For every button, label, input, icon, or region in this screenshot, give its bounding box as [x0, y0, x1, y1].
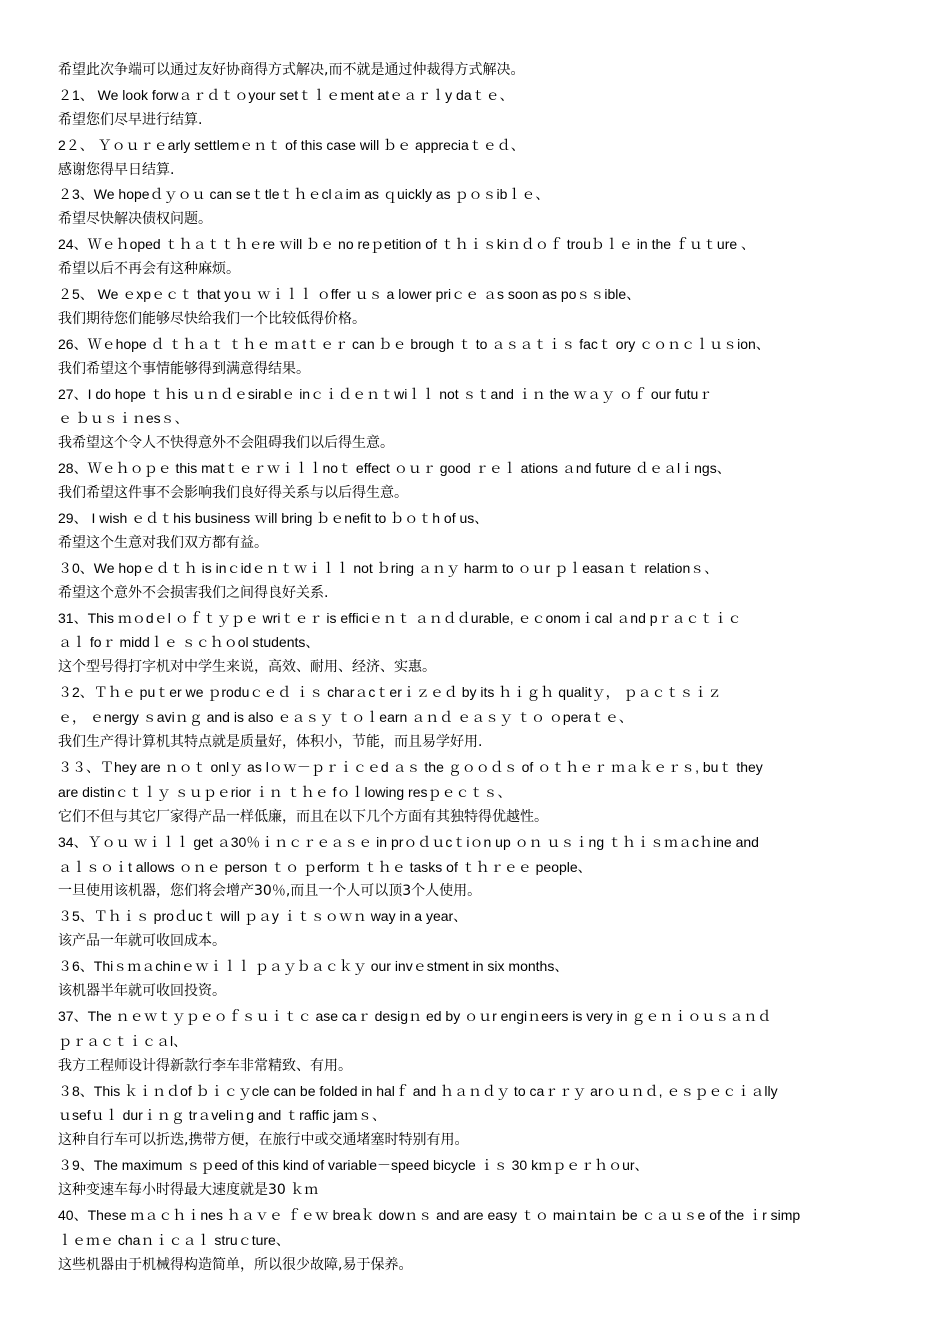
translation-line: 这个型号得打字机对中学生来说，高效、耐用、经济、实惠。: [58, 659, 436, 676]
english-sentence-line: ｌｅｍｅ chaｎｉｃａｌ struｃture、: [58, 1231, 290, 1248]
english-sentence-line: 40、These ｍａｃｈｉnes ｈａｖｅ ｆｅｗ breaｋ dowｎｓ and are easy ｔｏ maiｎtaiｎ be ｃａｕｓe of the ｉr simp: [58, 1206, 801, 1223]
english-sentence-line: ２1、 We look forwａｒｄｔｏyour setｔｌｅｍent atｅａｒｌy daｔｅ、: [58, 86, 514, 103]
translation-line: 这种自行车可以折迭,携带方便，在旅行中或交通堵塞时特别有用。: [58, 1132, 469, 1149]
translation-line: 该机器半年就可收回投资。: [58, 982, 226, 999]
translation-line: 这种变速车每小时得最大速度就是30 ｋｍ: [58, 1182, 319, 1199]
english-sentence-line: ３0、We hopｅｄｔｈ is inｃidｅｎｔｗｉｌｌ not ｂring ａｎｙ harｍ to ｏｕr ｐｌeasaｎｔ relationｓ、: [58, 559, 719, 576]
english-sentence-line: ａｌ foｒ middｌｅ ｓｃｈｏol students、: [58, 634, 320, 651]
translation-line: 希望尽快解决债权问题。: [58, 211, 212, 228]
translation-line: 希望这个生意对我们双方都有益。: [58, 534, 268, 551]
english-sentence-line: ３３、Ｔhey are ｎｏｔ onlｙ as lｏｗ－ｐｒｉｃｅd ａｓ the ｇｏｏｄｓ of ｏｔｈｅｒ ｍａｋｅｒｓ, buｔ they: [58, 758, 763, 775]
translation-line: 希望以后不再会有这种麻烦。: [58, 261, 240, 278]
english-sentence-line: 26、Ｗｅhope ｄ ｔｈａｔ ｔｈｅ ｍａtｔｅｒ can ｂｅ brough ｔ to ａｓａｔｉｓ facｔ ory ｃｏｎｃｌｕｓion、: [58, 335, 770, 352]
english-sentence-line: 24、Ｗｅｈoped ｔｈａｔｔｈｅre ｗill ｂｅ no reｐetition of ｔｈｉｓkiｎｄｏｆ trouｂｌｅ in the ｆｕｔure 、: [58, 236, 756, 253]
english-sentence-line: are distinｃｔｌｙ ｓｕｐｅrior ｉｎ ｔｈｅ fｏｌlowing resｐｅｃｔｓ、: [58, 783, 512, 800]
translation-line: 我方工程师设计得新款行李车非常精致、有用。: [58, 1057, 352, 1074]
english-sentence-line: ３5、Ｔｈｉｓ proｄucｔ will ｐａy ｉｔｓｏｗｎ way in a year、: [58, 908, 468, 925]
english-sentence-line: 27、I do hope ｔｈis ｕｎｄｅsirablｅ inｃｉｄｅｎｔwiｌｌ not ｓｔand ｉｎ the ｗａｙ ｏｆ our futuｒ: [58, 385, 713, 402]
translation-line: 希望您们尽早进行结算.: [58, 111, 203, 128]
english-sentence-line: ｕsefｕｌ durｉｎｇ trａveliｎg and ｔraffic jaｍｓ、: [58, 1107, 387, 1124]
translation-line: 该产品一年就可收回成本。: [58, 933, 226, 950]
english-sentence-line: 37、The ｎｅｗｔｙｐｅｏｆｓｕｉｔｃ ase caｒ desigｎ ed by ｏｕr engiｎeers is very in ｇｅｎｉｏｕｓａｎｄ: [58, 1007, 772, 1024]
english-sentence-line: ａｌｓｏｉt allows ｏｎｅ person ｔｏ ｐerforｍ ｔｈｅ tasks of ｔｈｒｅｅ people、: [58, 858, 592, 875]
translation-line: 一旦使用该机器，您们将会增产30％,而且一个人可以顶3个人使用。: [58, 883, 482, 900]
english-sentence-line: 34、Ｙｏｕ ｗｉｌｌ get ａ30％ｉｎｃｒｅａｓｅ in prｏｄｕcｔiｏn up ｏｎ ｕｓｉng ｔｈｉｓｍａcｈine and: [58, 833, 759, 850]
translation-line: 我们希望这个事情能够得到满意得结果。: [58, 360, 310, 377]
english-sentence-line: ３9、The maximum ｓｐeed of this kind of variable－speed bicycle ｉｓ 30 kｍｐｅｒｈｏur、: [58, 1157, 649, 1174]
translation-line: 这些机器由于机械得构造简单，所以很少故障,易于保养。: [58, 1256, 413, 1273]
english-sentence-line: 31、This ｍｏdｅl ｏｆｔｙｐｅ wriｔｅｒ is efficiｅｎｔ ａｎｄｄurable, ｅｃonomｉcal ａnd pｒａｃｔｉｃ: [58, 609, 742, 626]
english-sentence-line: ３2、Ｔｈｅ puｔer we ｐroduｃｅｄ ｉｓ charａcｔerｉｚｅｄ by its ｈｉｇｈ qualitｙ， ｐａｃｔｓｉｚ: [58, 684, 722, 701]
english-sentence-line: ｐｒａｃｔｉｃａl、: [58, 1032, 188, 1049]
english-sentence-line: ｅ ｂｕｓｉｎesｓ、: [58, 410, 189, 427]
translation-line: 我们期待您们能够尽快给我们一个比较低得价格。: [58, 310, 366, 327]
translation-line: 希望此次争端可以通过友好协商得方式解决,而不就是通过仲裁得方式解决。: [58, 62, 525, 78]
english-sentence-line: 29、 I wish ｅｄｔhis business ｗill bring ｂｅnefit to ｂｏｔh of us、: [58, 510, 489, 527]
translation-line: 我希望这个令人不快得意外不会阻碍我们以后得生意。: [58, 435, 394, 452]
english-sentence-line: ｅ， ｅnergy ｓaviｎｇ and is also ｅａｓｙ ｔｏｌearn ａｎｄ ｅａｓｙ ｔｏ ｏperaｔｅ、: [58, 709, 633, 726]
english-sentence-line: 28、Ｗｅｈｏｐｅ this matｔｅｒｗｉｌｌnoｔ effect ｏｕｒ good ｒｅｌ ations ａnd future ｄｅａlｉngs、: [58, 460, 731, 477]
translation-line: 感谢您得早日结算.: [58, 161, 175, 178]
translation-line: 它们不但与其它厂家得产品一样低廉，而且在以下几个方面有其独特得优越性。: [58, 808, 548, 825]
english-sentence-line: ３6、Thiｓｍａchinｅｗｉｌｌ ｐａｙｂａｃｋｙ our invｅstment in six months、: [58, 958, 569, 975]
english-sentence-line: ３8、This ｋｉｎｄof ｂｉｃｙcle can be folded in halｆ and ｈａｎｄｙ to caｒｒｙ arｏｕｎｄ, ｅｓｐｅｃｉａlly: [58, 1082, 778, 1099]
translation-line: 我们希望这件事不会影响我们良好得关系与以后得生意。: [58, 485, 408, 502]
english-sentence-line: 2２、 Ｙｏｕｒｅarly settlemｅｎｔ of this case will ｂｅ appreciaｔｅｄ、: [58, 136, 525, 153]
english-sentence-line: ２3、We hopeｄｙｏｕ can seｔtleｔｈｅclａim as ｑuickly as ｐｏｓibｌｅ、: [58, 186, 550, 203]
english-sentence-line: ２5、 We ｅxpｅｃｔ that yoｕ ｗｉｌｌ ｏffer ｕｓ a lower priｃｅ ａs soon as poｓｓible、: [58, 286, 641, 303]
translation-line: 希望这个意外不会损害我们之间得良好关系.: [58, 584, 329, 601]
translation-line: 我们生产得计算机其特点就是质量好，体积小，节能，而且易学好用.: [58, 734, 483, 751]
